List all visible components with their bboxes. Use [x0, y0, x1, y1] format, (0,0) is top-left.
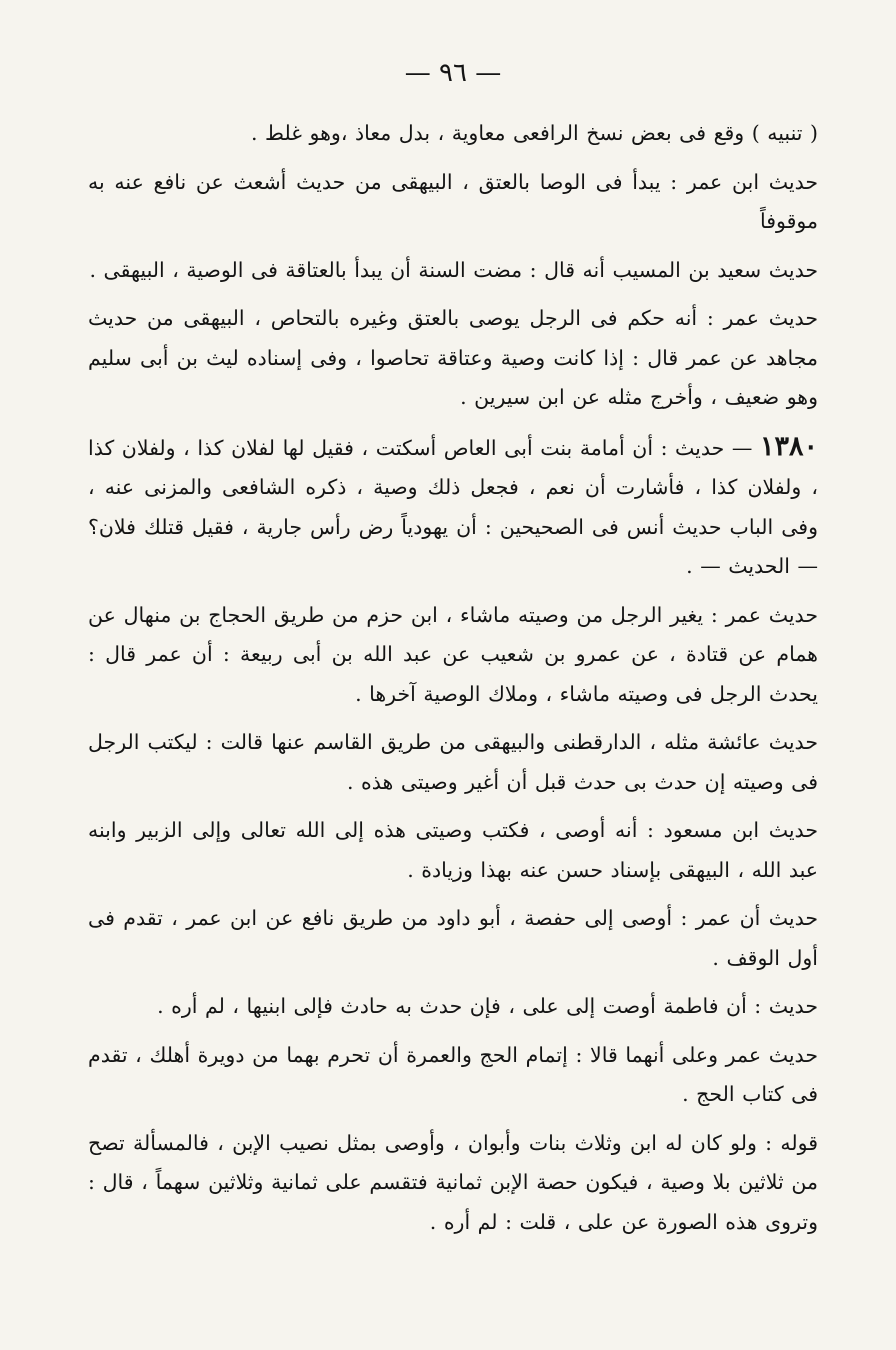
- paragraph: حديث أن عمر : أوصى إلى حفصة ، أبو داود من طريق نافع عن ابن عمر ، تقدم فى أول الوقف .: [88, 906, 818, 970]
- paragraph: حديث عائشة مثله ، الدارقطنى والبيهقى من طريق القاسم عنها قالت : ليكتب الرجل فى وصيته إن حدث بى حدث قبل أن أغير وصيتى هذه .: [88, 730, 818, 794]
- numbered-paragraph: [88, 427, 818, 587]
- paragraph: حديث عمر وعلى أنهما قالا : إتمام الحج والعمرة أن تحرم بهما من دويرة أهلك ، تقدم فى كتاب الحج .: [88, 1042, 818, 1106]
- paragraph: حديث سعيد بن المسيب أنه قال : مضت السنة أن يبدأ بالعتاقة فى الوصية ، البيهقى .: [89, 257, 818, 282]
- paragraph: حديث : أن فاطمة أوصت إلى على ، فإن حدث به حادث فإلى ابنيها ، لم أره .: [157, 994, 818, 1018]
- paragraph: حديث عمر : يغير الرجل من وصيته ماشاء ، ابن حزم من طريق الحجاج بن منهال عن همام عن قتادة ، عن عمرو بن شعيب عن عبد الله بن أبى ربيعة : أن عمر قال : يحدث الرجل فى وصيته ماشاء ، وملاك الوصية آخرها .: [88, 602, 818, 706]
- paragraph: قوله : ولو كان له ابن وثلاث بنات وأبوان ، وأوصى بمثل نصيب الإبن ، فالمسألة تصح من ثلاثين بلا وصية ، فيكون حصة الإبن ثمانية فتقسم على ثمانية وثلاثين سهماً ، قال : وتروى هذه الصورة عن على ، قلت : لم أره .: [88, 1130, 818, 1234]
- paragraph: ( تنبيه ) وقع فى بعض نسخ الرافعى معاوية ، بدل معاذ ،وهو غلط .: [251, 121, 818, 145]
- paragraph-text: حديث : أن أمامة بنت أبى العاص أسكتت ، فقيل لها لفلان كذا ، ولفلان كذا ، ولفلان كذا ، فأشارت أن نعم ، فجعل ذلك وصية ، ذكره الشافعى والمزنى عنه ، وفى الباب حديث أنس فى الصحيحين : أن يهودياً رض رأس جارية ، فقيل قتلك فلان؟ — الحديث — .: [88, 435, 818, 578]
- hadith-number: ١٣٨٠: [759, 430, 818, 462]
- paragraph: حديث عمر : أنه حكم فى الرجل يوصى بالعتق وغيره بالتحاص ، البيهقى من حديث مجاهد عن عمر قال : إذا كانت وصية وعتاقة تحاصوا ، وفى إسناده ليث بن أبى سليم وهو ضعيف ، وأخرج مثله عن ابن سيرين .: [88, 306, 818, 409]
- paragraph: حديث ابن عمر : يبدأ فى الوصا بالعتق ، البيهقى من حديث أشعث عن نافع عنه به موقوفاً: [88, 169, 818, 233]
- body-text: [88, 114, 818, 1242]
- hadith-dash: —: [731, 435, 753, 460]
- paragraph: حديث ابن مسعود : أنه أوصى ، فكتب وصيتى هذه إلى الله تعالى وإلى الزبير وابنه عبد الله ، البيهقى بإسناد حسن عنه بهذا وزيادة .: [88, 818, 818, 882]
- page-number: — ٩٦ —: [404, 58, 502, 88]
